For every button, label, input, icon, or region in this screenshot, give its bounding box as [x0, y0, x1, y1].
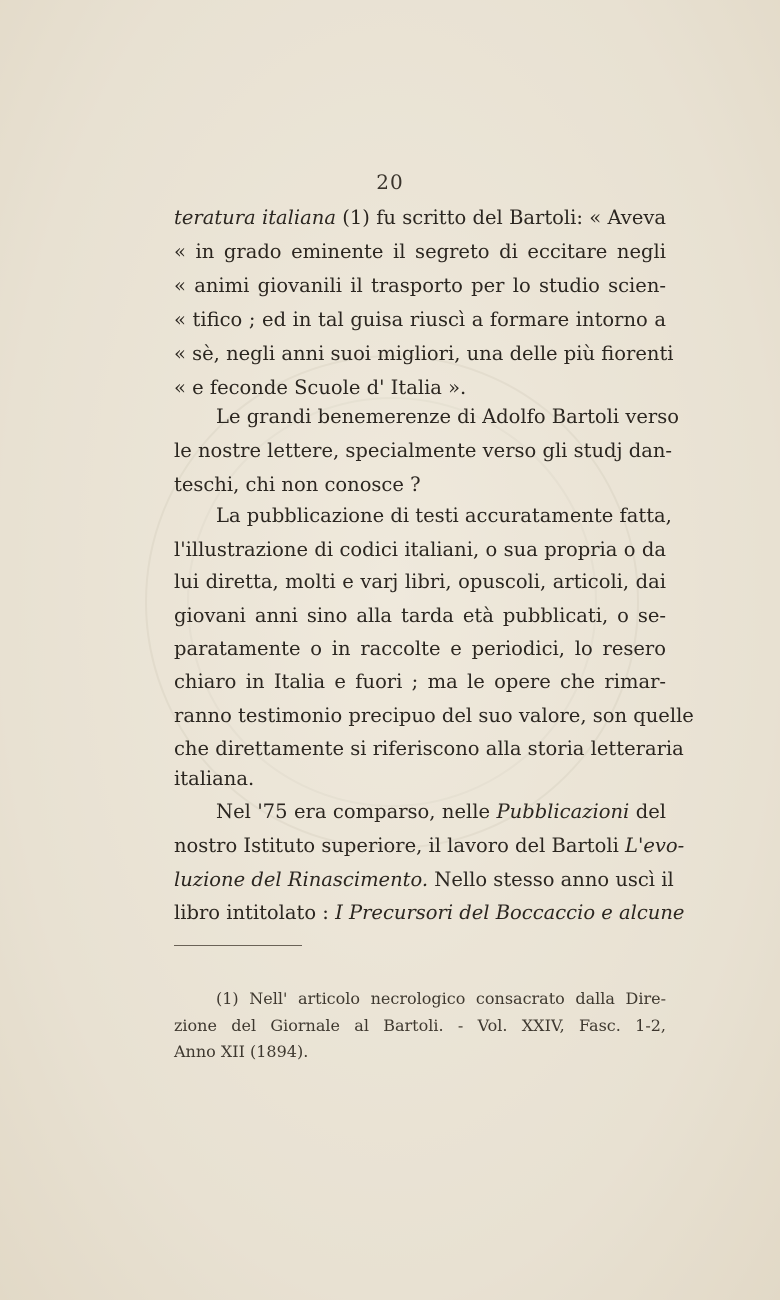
text-line: « e feconde Scuole d' Italia ».	[174, 376, 467, 399]
italic-phrase: teratura italiana	[174, 206, 336, 229]
text-line	[174, 868, 674, 892]
text-span: libro intitolato :	[174, 901, 336, 924]
text-line: che direttamente si riferiscono alla storia letteraria	[174, 737, 684, 760]
text-line	[174, 834, 685, 858]
text-line: paratamente o in raccolte e periodici, lo resero	[174, 637, 666, 660]
footnote-line: (1) Nell' articolo necrologico consacrato dalla Dire-	[216, 989, 666, 1008]
italic-phrase: L'evo-	[625, 834, 685, 857]
page-number: 20	[376, 170, 404, 194]
text-line	[174, 901, 685, 925]
text-line: « sè, negli anni suoi migliori, una delle più fiorenti	[174, 342, 674, 365]
text-span: del	[629, 800, 666, 823]
text-line: Le grandi benemerenze di Adolfo Bartoli verso	[216, 405, 679, 428]
text-line: « tifico ; ed in tal guisa riuscì a formare intorno a	[174, 308, 666, 331]
text-line	[174, 800, 666, 824]
footnote-divider	[174, 945, 302, 946]
text-line: italiana.	[174, 767, 255, 790]
text-line: l'illustrazione di codici italiani, o sua propria o da	[174, 538, 666, 561]
text-span: (1) fu scritto del Bartoli: « Aveva	[335, 206, 666, 229]
footnote-line: Anno XII (1894).	[174, 1042, 309, 1061]
text-line: chiaro in Italia e fuori ; ma le opere che rimar-	[174, 670, 666, 693]
text-line: lui diretta, molti e varj libri, opuscoli, articoli, dai	[174, 570, 666, 593]
text-line: ranno testimonio precipuo del suo valore, son quelle	[174, 704, 694, 727]
text-line: La pubblicazione di testi accuratamente fatta,	[216, 504, 672, 527]
text-line: « in grado eminente il segreto di eccitare negli	[174, 240, 666, 263]
text-span: Nello stesso anno uscì il	[428, 868, 674, 891]
text-span: nostro Istituto superiore, il lavoro del Bartoli	[174, 834, 626, 857]
text-line: le nostre lettere, specialmente verso gli studj dan-	[174, 439, 673, 462]
italic-phrase: luzione del Rinascimento.	[174, 868, 429, 891]
footnote-line: zione del Giornale al Bartoli. - Vol. XXIV, Fasc. 1-2,	[174, 1016, 666, 1035]
text-line	[174, 206, 666, 230]
text-line: « animi giovanili il trasporto per lo studio scien-	[174, 274, 666, 297]
italic-phrase: I Precursori del Boccaccio e alcune	[335, 901, 685, 924]
text-span: Nel '75 era comparso, nelle	[216, 800, 497, 823]
italic-phrase: Pubblicazioni	[496, 800, 630, 823]
text-line: teschi, chi non conosce ?	[174, 473, 421, 496]
text-line: giovani anni sino alla tarda età pubblicati, o se-	[174, 604, 666, 627]
